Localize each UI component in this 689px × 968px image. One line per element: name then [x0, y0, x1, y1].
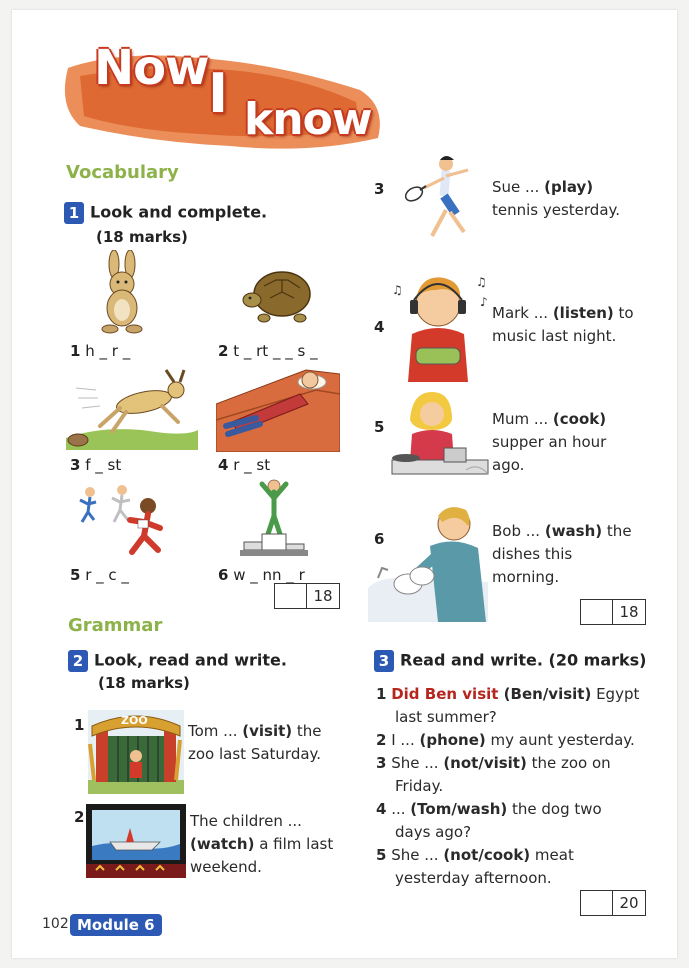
read-write-item-5: 5 She ... (not/cook) meat yesterday afternoon. [376, 846, 574, 887]
read-write-list [376, 683, 676, 890]
page-number: 102 [42, 916, 69, 932]
zoo-sign-text: ZOO [121, 714, 148, 727]
read-write-score-box[interactable] [580, 890, 646, 916]
title-word-now: Now [94, 40, 209, 96]
race-picture [72, 480, 182, 564]
sentences-score-box[interactable] [580, 599, 646, 625]
svg-text:♫: ♫ [476, 275, 487, 289]
task-1-header [64, 202, 267, 224]
hare-picture [94, 250, 150, 334]
read-write-item-4: 4 ... (Tom/wash) the dog two days ago? [376, 800, 602, 841]
sentence-6: Bob ... (wash) the dishes this morning. [492, 522, 632, 586]
zoo-gate-picture [88, 710, 184, 794]
module-tag: Module 6 [70, 914, 162, 936]
vocab-item-5 [70, 566, 129, 584]
workbook-page [12, 10, 677, 958]
sentence-5-number: 5 [374, 418, 385, 436]
title-word-know: know [244, 94, 372, 145]
girl-playing-tennis-picture [390, 152, 486, 248]
fast-running-hare-picture [66, 368, 198, 450]
task-1-title: Look and complete. [90, 202, 268, 222]
sentence-5: Mum ... (cook) supper an hour ago. [492, 410, 607, 474]
read-write-score-total: 20 [619, 894, 639, 912]
sentences-score-blank[interactable] [581, 600, 613, 624]
sentence-4: Mark ... (listen) to music last night. [492, 304, 634, 345]
cinema-screen-picture [86, 804, 186, 878]
grammar-item-2: The children ... (watch) a film last weekend. [190, 812, 334, 876]
tortoise-picture [242, 262, 318, 326]
vocab-item-6-text: w _ nn _ r [233, 566, 305, 584]
svg-text:♫: ♫ [392, 283, 403, 297]
read-write-item-3: 3 She ... (not/visit) the zoo on Friday. [376, 754, 611, 795]
vocab-item-5-text: r _ c _ [85, 566, 129, 584]
svg-text:♪: ♪ [480, 295, 488, 309]
vocabulary-score-box[interactable] [274, 583, 340, 609]
vocab-item-3-text: f _ st [85, 456, 122, 474]
sentence-3-number: 3 [374, 180, 385, 198]
task-3-header [374, 650, 647, 672]
vocabulary-heading: Vocabulary [66, 162, 179, 183]
boy-listening-to-music-picture [382, 264, 490, 382]
task-3-number: 3 [374, 650, 394, 672]
task-2-header [68, 650, 287, 672]
task-1-number: 1 [64, 202, 84, 224]
example-answer: Did Ben visit [391, 685, 499, 703]
bob-washing-dishes-picture [368, 498, 494, 622]
grammar-item-2-number: 2 [74, 808, 85, 826]
sentences-score-total: 18 [619, 603, 639, 621]
vocab-item-3 [70, 456, 121, 474]
vocab-item-2 [218, 342, 318, 360]
vocab-item-1-number: 1 [70, 342, 81, 360]
vocab-item-6-number: 6 [218, 566, 229, 584]
read-write-item-1: 1 Did Ben visit (Ben/visit) Egypt last summer? [376, 685, 640, 726]
task-3-title: Read and write. (20 marks) [400, 650, 647, 670]
task-2-title: Look, read and write. [94, 650, 287, 670]
sentence-6-number: 6 [374, 530, 385, 548]
vocab-item-2-number: 2 [218, 342, 229, 360]
vocab-item-5-number: 5 [70, 566, 81, 584]
task-1-marks: (18 marks) [96, 228, 188, 246]
vocab-item-4-number: 4 [218, 456, 229, 474]
vocab-item-6 [218, 566, 305, 584]
winner-on-podium-picture [238, 472, 310, 562]
grammar-item-1-number: 1 [74, 716, 85, 734]
vocabulary-score-blank[interactable] [275, 584, 307, 608]
read-write-score-blank[interactable] [581, 891, 613, 915]
vocabulary-score-total: 18 [313, 587, 333, 605]
mum-cooking-picture [382, 386, 494, 482]
read-write-item-2: 2 I ... (phone) my aunt yesterday. [376, 731, 635, 749]
task-2-number: 2 [68, 650, 88, 672]
grammar-heading: Grammar [68, 615, 163, 636]
vocab-item-3-number: 3 [70, 456, 81, 474]
man-resting-picture [216, 360, 340, 452]
task-2-marks: (18 marks) [98, 674, 190, 692]
vocab-item-4-text: r _ st [233, 456, 271, 474]
vocab-item-1 [70, 342, 130, 360]
sentence-3: Sue ... (play) tennis yesterday. [492, 178, 621, 219]
title-word-i: I [208, 62, 229, 125]
grammar-item-1: Tom ... (visit) the zoo last Saturday. [188, 722, 322, 763]
sentence-4-number: 4 [374, 318, 385, 336]
vocab-item-2-text: t _ rt _ _ s _ [233, 342, 318, 360]
vocab-item-1-text: h _ r _ [85, 342, 131, 360]
